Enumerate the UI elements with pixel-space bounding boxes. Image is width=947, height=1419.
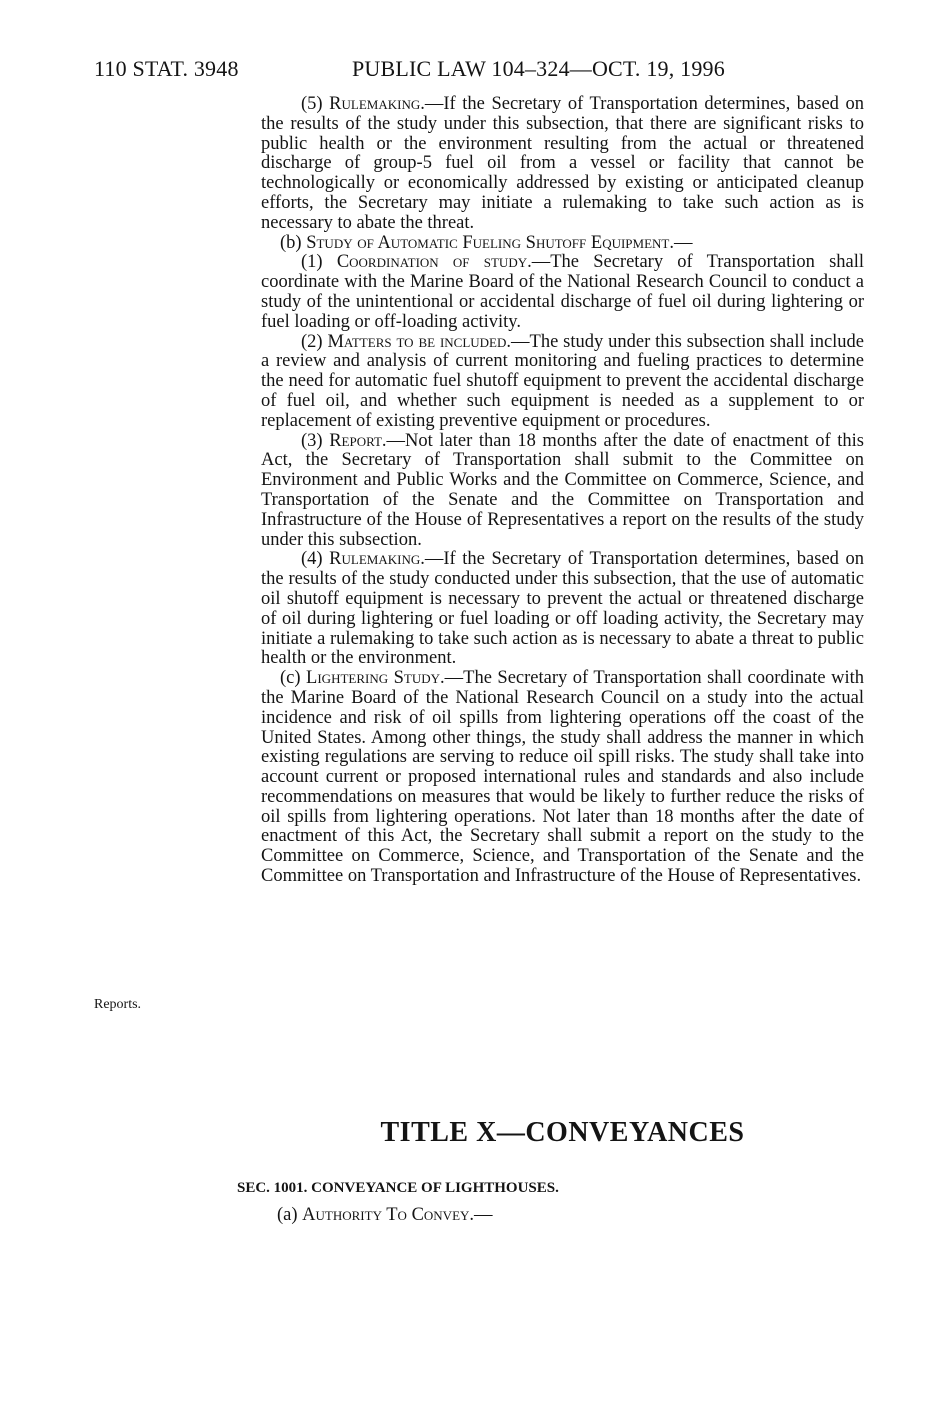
subsection-heading: Lightering Study [306,668,441,689]
subsection-b-heading: (b) Study of Automatic Fueling Shutoff Equipment.— [280,232,693,253]
paragraph-b4-rulemaking: (4) Rulemaking.—If the Secretary of Transportation determines, based on the results of the study conducted under this subsection, that the use of automatic oil shutoff equipment is necessary to prevent the actual or threatened discharge of oil during lightering or fuel loading or off loading activity, the Secretary may initiate a rulemaking to take such action as is necessary to abate a threat to public health or the environment. [261,549,864,669]
page-header [94,56,874,86]
subsection-heading: Study of Automatic Fueling Shutoff Equipment [306,232,670,253]
paragraph-heading: Matters to be included [327,331,507,352]
title-heading: TITLE X—CONVEYANCES [380,1117,745,1148]
paragraph-b3-report: (3) Report.—Not later than 18 months after the date of enactment of this Act, the Secretary of Transportation shall submit to the Committee on Environment and Public Works and the Committee on Commerce, Science, and Transportation of the Senate and the Committee on Transportation and Infrastructure of the House of Representatives a report on the results of the study under this subsection. [261,430,864,550]
paragraph-b1-coordination: (1) Coordination of study.—The Secretary of Transportation shall coordinate with the Marine Board of the National Research Council to conduct a study of the unintentional or accidental discharge of fuel oil during lightering or fuel loading or off-loading activity. [261,252,865,332]
section-heading: SEC. 1001. CONVEYANCE OF LIGHTHOUSES. [237,1180,559,1196]
paragraph-5-rulemaking: (5) Rulemaking.—If the Secretary of Transportation determines, based on the results of the study under this subsection, that there are significant risks to public health or the environment resulting from the actual or threatened discharge of group-5 fuel oil from a vessel or facility that cannot be technologically or economically addressed by existing or anticipated cleanup efforts, the Secretary may initiate a rulemaking to take such action as is necessary to abate the threat. [261,94,864,233]
paragraph-heading: Report [329,430,382,451]
subsection-a-heading: (a) Authority To Convey.— [277,1205,493,1225]
paragraph-heading: Rulemaking [329,549,421,570]
subsection-heading: Authority To Convey [302,1205,470,1225]
subsection-c-lightering-study: (c) Lightering Study.—The Secretary of Transportation shall coordinate with the Marine Board of the National Research Council on a study into the actual incidence and risk of oil spills from lightering operations off the coast of the United States. Among other things, the study shall address the manner in which existing regulations are serving to reduce oil spill risks. The study shall take into account current or proposed international rules and standards and also include recommendations on measures that would be likely to further reduce the risks of oil spills from lightering operations. Not later than 18 months after the date of enactment of this Act, the Secretary shall submit a report on the study to the Committee on Commerce, Science, and Transportation of the Senate and the Committee on Transportation and Infrastructure of the House of Representatives. [261,668,864,887]
paragraph-heading: Coordination of study [336,252,528,273]
paragraph-heading: Rulemaking [329,94,421,114]
paragraph-b2-matters: (2) Matters to be included.—The study under this subsection shall include a review and analysis of current monitoring and fueling practices to determine the need for automatic fuel shutoff equipment to prevent the accidental discharge of fuel oil, and whether such equipment is needed as a supplement to or replacement of existing preventive equipment or procedures. [261,331,865,431]
document-body [261,95,864,887]
margin-note-reports: Reports. [94,997,142,1012]
statute-page-number: 110 STAT. 3948 [94,56,239,81]
public-law-citation: PUBLIC LAW 104–324—OCT. 19, 1996 [352,56,725,81]
